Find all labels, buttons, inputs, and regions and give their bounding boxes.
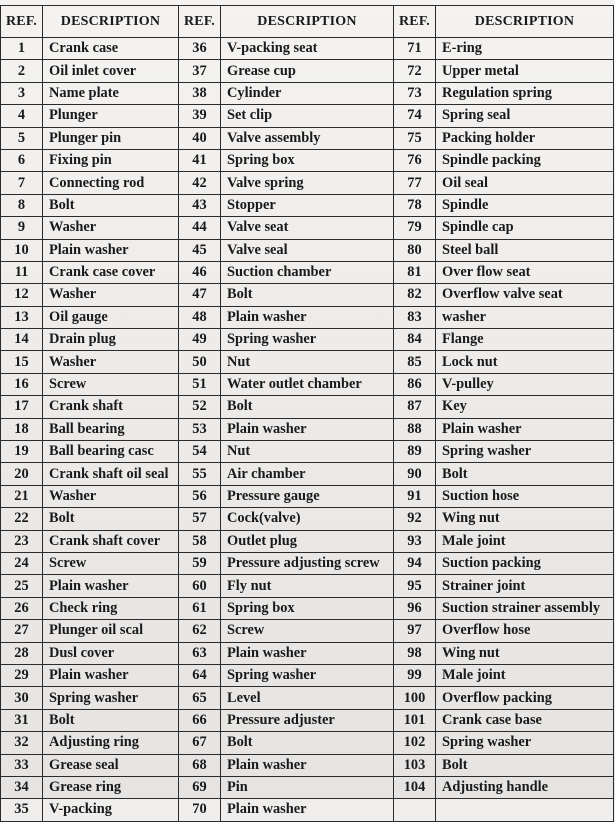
description-cell: Flange [436,329,614,351]
description-cell: Nut [221,441,394,463]
description-cell: Spindle packing [436,149,614,171]
ref-number-cell: 1 [1,38,43,60]
table-row [1,149,614,171]
description-cell: Adjusting handle [436,776,614,798]
ref-number-cell: 58 [179,530,221,552]
description-cell: Male joint [436,664,614,686]
table-row [1,508,614,530]
header-row [1,6,614,38]
description-cell: Plain washer [221,754,394,776]
ref-number-cell: 41 [179,149,221,171]
ref-number-cell: 68 [179,754,221,776]
ref-number-cell: 30 [1,687,43,709]
table-row [1,799,614,821]
ref-number-cell: 100 [394,687,436,709]
ref-number-cell: 12 [1,284,43,306]
description-cell: Level [221,687,394,709]
table-row [1,396,614,418]
description-cell: Plain washer [436,418,614,440]
description-cell: Plain washer [221,799,394,821]
table-row [1,732,614,754]
ref-number-cell: 52 [179,396,221,418]
ref-number-cell: 71 [394,38,436,60]
table-row [1,127,614,149]
ref-number-cell: 7 [1,172,43,194]
table-row [1,194,614,216]
description-cell: Plain washer [221,306,394,328]
description-cell: Washer [43,284,179,306]
description-cell: Bolt [221,396,394,418]
description-cell: Valve assembly [221,127,394,149]
ref-number-cell: 95 [394,575,436,597]
description-cell: Grease cup [221,60,394,82]
table-row [1,373,614,395]
ref-number-cell: 70 [179,799,221,821]
description-cell: Dusl cover [43,642,179,664]
table-row [1,284,614,306]
description-cell: Valve seal [221,239,394,261]
ref-number-cell: 54 [179,441,221,463]
description-cell: Grease seal [43,754,179,776]
table-row [1,754,614,776]
ref-number-cell: 80 [394,239,436,261]
table-row [1,418,614,440]
description-cell: Bolt [436,463,614,485]
ref-number-cell: 2 [1,60,43,82]
ref-number-cell: 47 [179,284,221,306]
ref-number-cell: 62 [179,620,221,642]
ref-number-cell: 4 [1,105,43,127]
table-row [1,530,614,552]
table-row [1,329,614,351]
description-cell: Valve seat [221,217,394,239]
ref-number-cell: 65 [179,687,221,709]
description-cell: Pin [221,776,394,798]
description-cell: Bolt [43,194,179,216]
table-row [1,597,614,619]
ref-number-cell: 79 [394,217,436,239]
table-row [1,306,614,328]
ref-number-cell [394,799,436,821]
ref-number-cell: 15 [1,351,43,373]
ref-number-cell: 53 [179,418,221,440]
description-cell: Plain washer [221,418,394,440]
ref-number-cell: 81 [394,261,436,283]
ref-number-cell: 57 [179,508,221,530]
description-cell: Adjusting ring [43,732,179,754]
ref-number-cell: 27 [1,620,43,642]
ref-number-cell: 39 [179,105,221,127]
description-cell: Bolt [436,754,614,776]
ref-number-cell: 10 [1,239,43,261]
ref-number-cell: 46 [179,261,221,283]
ref-number-cell: 28 [1,642,43,664]
ref-number-cell: 20 [1,463,43,485]
description-cell: Screw [43,552,179,574]
ref-number-cell: 101 [394,709,436,731]
ref-number-cell: 92 [394,508,436,530]
table-row [1,575,614,597]
ref-number-cell: 88 [394,418,436,440]
ref-number-cell: 37 [179,60,221,82]
ref-number-cell: 89 [394,441,436,463]
description-cell: Fly nut [221,575,394,597]
ref-number-cell: 63 [179,642,221,664]
ref-number-cell: 38 [179,82,221,104]
description-cell: Over flow seat [436,261,614,283]
description-cell: Bolt [43,709,179,731]
description-cell: Plain washer [43,664,179,686]
ref-number-cell: 40 [179,127,221,149]
description-cell: Crank case [43,38,179,60]
description-cell: Pressure adjuster [221,709,394,731]
parts-table-body [1,38,614,822]
ref-number-cell: 17 [1,396,43,418]
ref-number-cell: 33 [1,754,43,776]
description-cell: Name plate [43,82,179,104]
description-cell: Washer [43,351,179,373]
description-cell: Packing holder [436,127,614,149]
description-cell: Crank shaft [43,396,179,418]
description-cell: Drain plug [43,329,179,351]
description-cell: Bolt [221,284,394,306]
ref-number-cell: 94 [394,552,436,574]
ref-number-cell: 75 [394,127,436,149]
ref-number-cell: 25 [1,575,43,597]
description-cell: Plunger [43,105,179,127]
ref-number-cell: 8 [1,194,43,216]
description-cell: Valve spring [221,172,394,194]
description-cell: Outlet plug [221,530,394,552]
ref-number-cell: 45 [179,239,221,261]
ref-column-header: REF. [394,6,436,38]
description-cell: Suction hose [436,485,614,507]
ref-number-cell: 97 [394,620,436,642]
description-cell: Spindle cap [436,217,614,239]
ref-number-cell: 29 [1,664,43,686]
description-cell: Wing nut [436,508,614,530]
ref-number-cell: 72 [394,60,436,82]
description-cell: Plain washer [43,575,179,597]
description-cell: Overflow valve seat [436,284,614,306]
ref-number-cell: 36 [179,38,221,60]
ref-number-cell: 34 [1,776,43,798]
table-row [1,261,614,283]
ref-number-cell: 83 [394,306,436,328]
description-cell: Spring seal [436,105,614,127]
description-cell: Air chamber [221,463,394,485]
description-cell: Overflow packing [436,687,614,709]
ref-number-cell: 102 [394,732,436,754]
ref-number-cell: 73 [394,82,436,104]
description-cell: Fixing pin [43,149,179,171]
description-cell: Connecting rod [43,172,179,194]
ref-number-cell: 23 [1,530,43,552]
table-row [1,776,614,798]
description-cell: V-packing seat [221,38,394,60]
description-cell: Cylinder [221,82,394,104]
description-cell: Spring washer [436,441,614,463]
table-row [1,642,614,664]
description-cell: Male joint [436,530,614,552]
table-row [1,552,614,574]
description-cell [436,799,614,821]
ref-number-cell: 9 [1,217,43,239]
description-cell: Oil inlet cover [43,60,179,82]
table-row [1,441,614,463]
ref-number-cell: 91 [394,485,436,507]
ref-number-cell: 32 [1,732,43,754]
ref-number-cell: 48 [179,306,221,328]
description-cell: Pressure gauge [221,485,394,507]
ref-number-cell: 24 [1,552,43,574]
description-column-header: DESCRIPTION [43,6,179,38]
table-row [1,463,614,485]
description-cell: Oil gauge [43,306,179,328]
description-cell: Crank shaft cover [43,530,179,552]
description-cell: Nut [221,351,394,373]
description-cell: Spring box [221,597,394,619]
ref-number-cell: 87 [394,396,436,418]
ref-number-cell: 18 [1,418,43,440]
table-row [1,687,614,709]
description-cell: Steel ball [436,239,614,261]
table-row [1,82,614,104]
ref-number-cell: 35 [1,799,43,821]
table-row [1,217,614,239]
ref-number-cell: 86 [394,373,436,395]
description-cell: Cock(valve) [221,508,394,530]
parts-table [0,5,614,822]
description-cell: V-packing [43,799,179,821]
description-cell: Pressure adjusting screw [221,552,394,574]
description-cell: Spring washer [221,664,394,686]
ref-number-cell: 90 [394,463,436,485]
ref-number-cell: 49 [179,329,221,351]
ref-number-cell: 98 [394,642,436,664]
ref-number-cell: 6 [1,149,43,171]
ref-number-cell: 61 [179,597,221,619]
table-row [1,172,614,194]
description-cell: Plain washer [43,239,179,261]
ref-column-header: REF. [1,6,43,38]
table-row [1,709,614,731]
description-cell: Crank shaft oil seal [43,463,179,485]
table-row [1,664,614,686]
ref-number-cell: 84 [394,329,436,351]
description-column-header: DESCRIPTION [436,6,614,38]
ref-number-cell: 74 [394,105,436,127]
description-cell: Regulation spring [436,82,614,104]
description-column-header: DESCRIPTION [221,6,394,38]
ref-number-cell: 51 [179,373,221,395]
ref-number-cell: 3 [1,82,43,104]
ref-number-cell: 43 [179,194,221,216]
description-cell: Oil seal [436,172,614,194]
description-cell: Plunger pin [43,127,179,149]
description-cell: Crank case base [436,709,614,731]
ref-number-cell: 50 [179,351,221,373]
description-cell: Crank case cover [43,261,179,283]
description-cell: Key [436,396,614,418]
ref-number-cell: 69 [179,776,221,798]
ref-number-cell: 26 [1,597,43,619]
ref-number-cell: 55 [179,463,221,485]
ref-number-cell: 104 [394,776,436,798]
ref-number-cell: 96 [394,597,436,619]
description-cell: Spring washer [436,732,614,754]
table-row [1,351,614,373]
ref-number-cell: 64 [179,664,221,686]
description-cell: Stopper [221,194,394,216]
description-cell: Suction chamber [221,261,394,283]
ref-number-cell: 59 [179,552,221,574]
description-cell: V-pulley [436,373,614,395]
description-cell: Check ring [43,597,179,619]
description-cell: washer [436,306,614,328]
description-cell: Screw [43,373,179,395]
ref-number-cell: 5 [1,127,43,149]
ref-number-cell: 76 [394,149,436,171]
description-cell: Bolt [221,732,394,754]
ref-column-header: REF. [179,6,221,38]
description-cell: Plunger oil scal [43,620,179,642]
ref-number-cell: 103 [394,754,436,776]
description-cell: Set clip [221,105,394,127]
description-cell: Ball bearing [43,418,179,440]
ref-number-cell: 21 [1,485,43,507]
description-cell: Grease ring [43,776,179,798]
ref-number-cell: 42 [179,172,221,194]
description-cell: Washer [43,485,179,507]
ref-number-cell: 67 [179,732,221,754]
ref-number-cell: 31 [1,709,43,731]
description-cell: Water outlet chamber [221,373,394,395]
ref-number-cell: 44 [179,217,221,239]
ref-number-cell: 60 [179,575,221,597]
description-cell: Suction strainer assembly [436,597,614,619]
table-row [1,239,614,261]
description-cell: Lock nut [436,351,614,373]
description-cell: Strainer joint [436,575,614,597]
table-row [1,105,614,127]
ref-number-cell: 19 [1,441,43,463]
ref-number-cell: 77 [394,172,436,194]
ref-number-cell: 16 [1,373,43,395]
description-cell: Plain washer [221,642,394,664]
ref-number-cell: 78 [394,194,436,216]
ref-number-cell: 99 [394,664,436,686]
table-row [1,60,614,82]
description-cell: E-ring [436,38,614,60]
table-row [1,38,614,60]
ref-number-cell: 22 [1,508,43,530]
ref-number-cell: 66 [179,709,221,731]
description-cell: Overflow hose [436,620,614,642]
description-cell: Screw [221,620,394,642]
description-cell: Wing nut [436,642,614,664]
ref-number-cell: 93 [394,530,436,552]
ref-number-cell: 13 [1,306,43,328]
table-row [1,485,614,507]
parts-table-header [1,6,614,38]
description-cell: Bolt [43,508,179,530]
ref-number-cell: 56 [179,485,221,507]
description-cell: Ball bearing casc [43,441,179,463]
description-cell: Washer [43,217,179,239]
description-cell: Spring washer [221,329,394,351]
ref-number-cell: 11 [1,261,43,283]
ref-number-cell: 85 [394,351,436,373]
table-row [1,620,614,642]
description-cell: Suction packing [436,552,614,574]
description-cell: Spring washer [43,687,179,709]
description-cell: Spindle [436,194,614,216]
ref-number-cell: 82 [394,284,436,306]
description-cell: Upper metal [436,60,614,82]
ref-number-cell: 14 [1,329,43,351]
description-cell: Spring box [221,149,394,171]
